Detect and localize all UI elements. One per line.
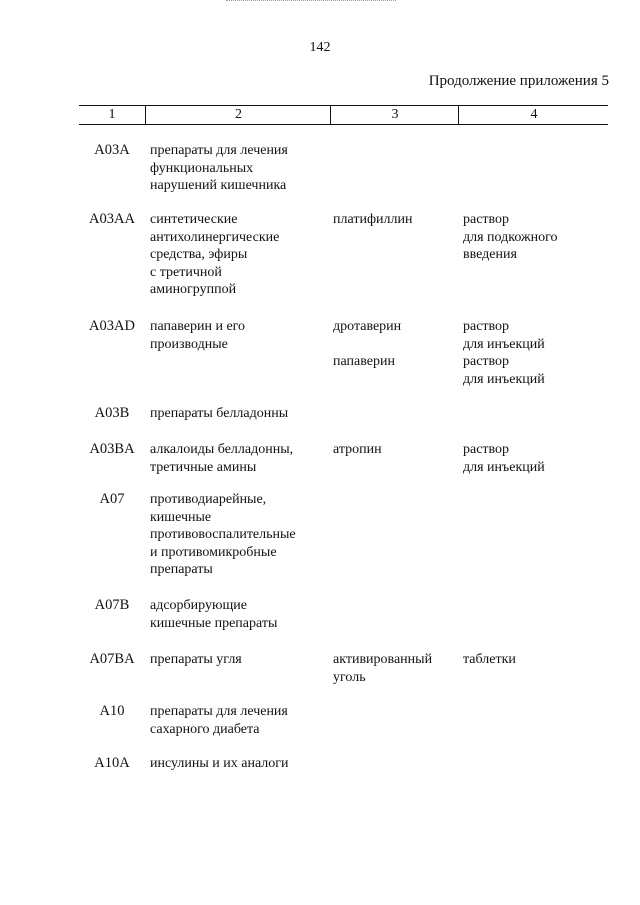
anatomical-therapeutic-group-cell [150,597,320,632]
group-name-line: препараты белладонны [150,406,289,421]
anatomical-therapeutic-group-cell [150,703,320,738]
anatomical-therapeutic-group-cell [150,405,320,423]
dosage-form-line: для инъекций [463,459,545,475]
group-name-line: противодиарейные, [150,492,267,507]
product-name-line: уголь [333,669,366,685]
group-name-line: препараты угля [150,652,242,667]
anatomical-therapeutic-group-cell [150,142,320,195]
group-name-line: кишечные препараты [150,615,278,631]
group-name-line: папаверин и его [150,319,246,334]
group-name-line: производные [150,336,228,352]
group-name-line: инсулины и их аналоги [150,756,289,771]
group-name-line: нарушений кишечника [150,178,287,193]
group-name-line: препараты для лечения [150,704,288,719]
anatomical-therapeutic-group-cell [150,211,320,299]
anatomical-therapeutic-group-cell [150,755,320,773]
product-name-line [333,336,458,354]
atc-code-cell: A03AD [89,318,135,334]
page-number: 142 [309,40,331,55]
dosage-form-line: раствор [463,212,510,227]
dosage-form-line: для инъекций [463,371,545,387]
column-header-3: 3 [330,106,459,124]
dosage-form-cell [463,318,613,388]
column-header-1: 1 [108,107,116,122]
group-name-line: и противомикробные [150,544,277,560]
atc-code-cell: A07 [99,491,125,507]
atc-code-cell: A03BA [89,441,135,457]
atc-code-cell: A03B [94,405,130,421]
product-name-line: дротаверин [333,319,402,334]
group-name-line: функциональных [150,160,254,176]
atc-code-cell: A03AA [89,211,135,227]
product-name-line: атропин [333,442,382,457]
anatomical-therapeutic-group-cell [150,491,320,579]
dosage-form-line: таблетки [463,652,516,667]
group-name-line: синтетические [150,212,238,227]
dosage-form-cell [463,441,613,476]
product-name-line: папаверин [333,354,395,369]
group-name-line: кишечные [150,509,212,525]
group-name-line: антихолинергические [150,229,280,245]
dosage-form-line: для инъекций [463,336,545,352]
dosage-form-line: раствор [463,442,510,457]
group-name-line: адсорбирующие [150,598,247,613]
column-header-2: 2 [145,106,331,124]
group-name-line: аминогруппой [150,282,237,297]
anatomical-therapeutic-group-cell [150,441,320,476]
atc-code-cell: A07B [94,597,130,613]
group-name-line: противовоспалительные [150,527,296,542]
dosage-form-cell [463,211,613,264]
dosage-form-line: раствор [463,319,510,334]
group-name-line: алкалоиды белладонны, [150,442,294,457]
product-name-line: платифиллин [333,212,413,227]
dosage-form-line: введения [463,247,517,262]
dosage-form-line: раствор [463,354,510,369]
group-name-line: средства, эфиры [150,247,248,262]
medicinal-product-cell [333,318,458,371]
group-name-line: третичные амины [150,459,257,475]
atc-code-cell: A07BA [89,651,135,667]
group-name-line: препараты [150,562,213,577]
continuation-heading: Продолжение приложения 5 [428,73,609,89]
group-name-line: сахарного диабета [150,721,260,737]
anatomical-therapeutic-group-cell [150,318,320,353]
dosage-form-cell [463,651,613,669]
atc-code-cell: A03A [94,142,130,158]
medicinal-product-cell [333,651,458,686]
top-edge-dotted-rule [226,0,396,2]
dosage-form-line: для подкожного [463,229,558,245]
atc-code-cell: A10 [99,703,125,719]
medicinal-product-cell [333,211,458,229]
atc-code-cell: A10A [94,755,130,771]
group-name-line: препараты для лечения [150,143,288,158]
product-name-line: активированный [333,652,433,667]
table-header-row [79,105,608,125]
anatomical-therapeutic-group-cell [150,651,320,669]
column-header-4: 4 [458,106,609,124]
medicinal-product-cell [333,441,458,459]
group-name-line: с третичной [150,264,222,280]
